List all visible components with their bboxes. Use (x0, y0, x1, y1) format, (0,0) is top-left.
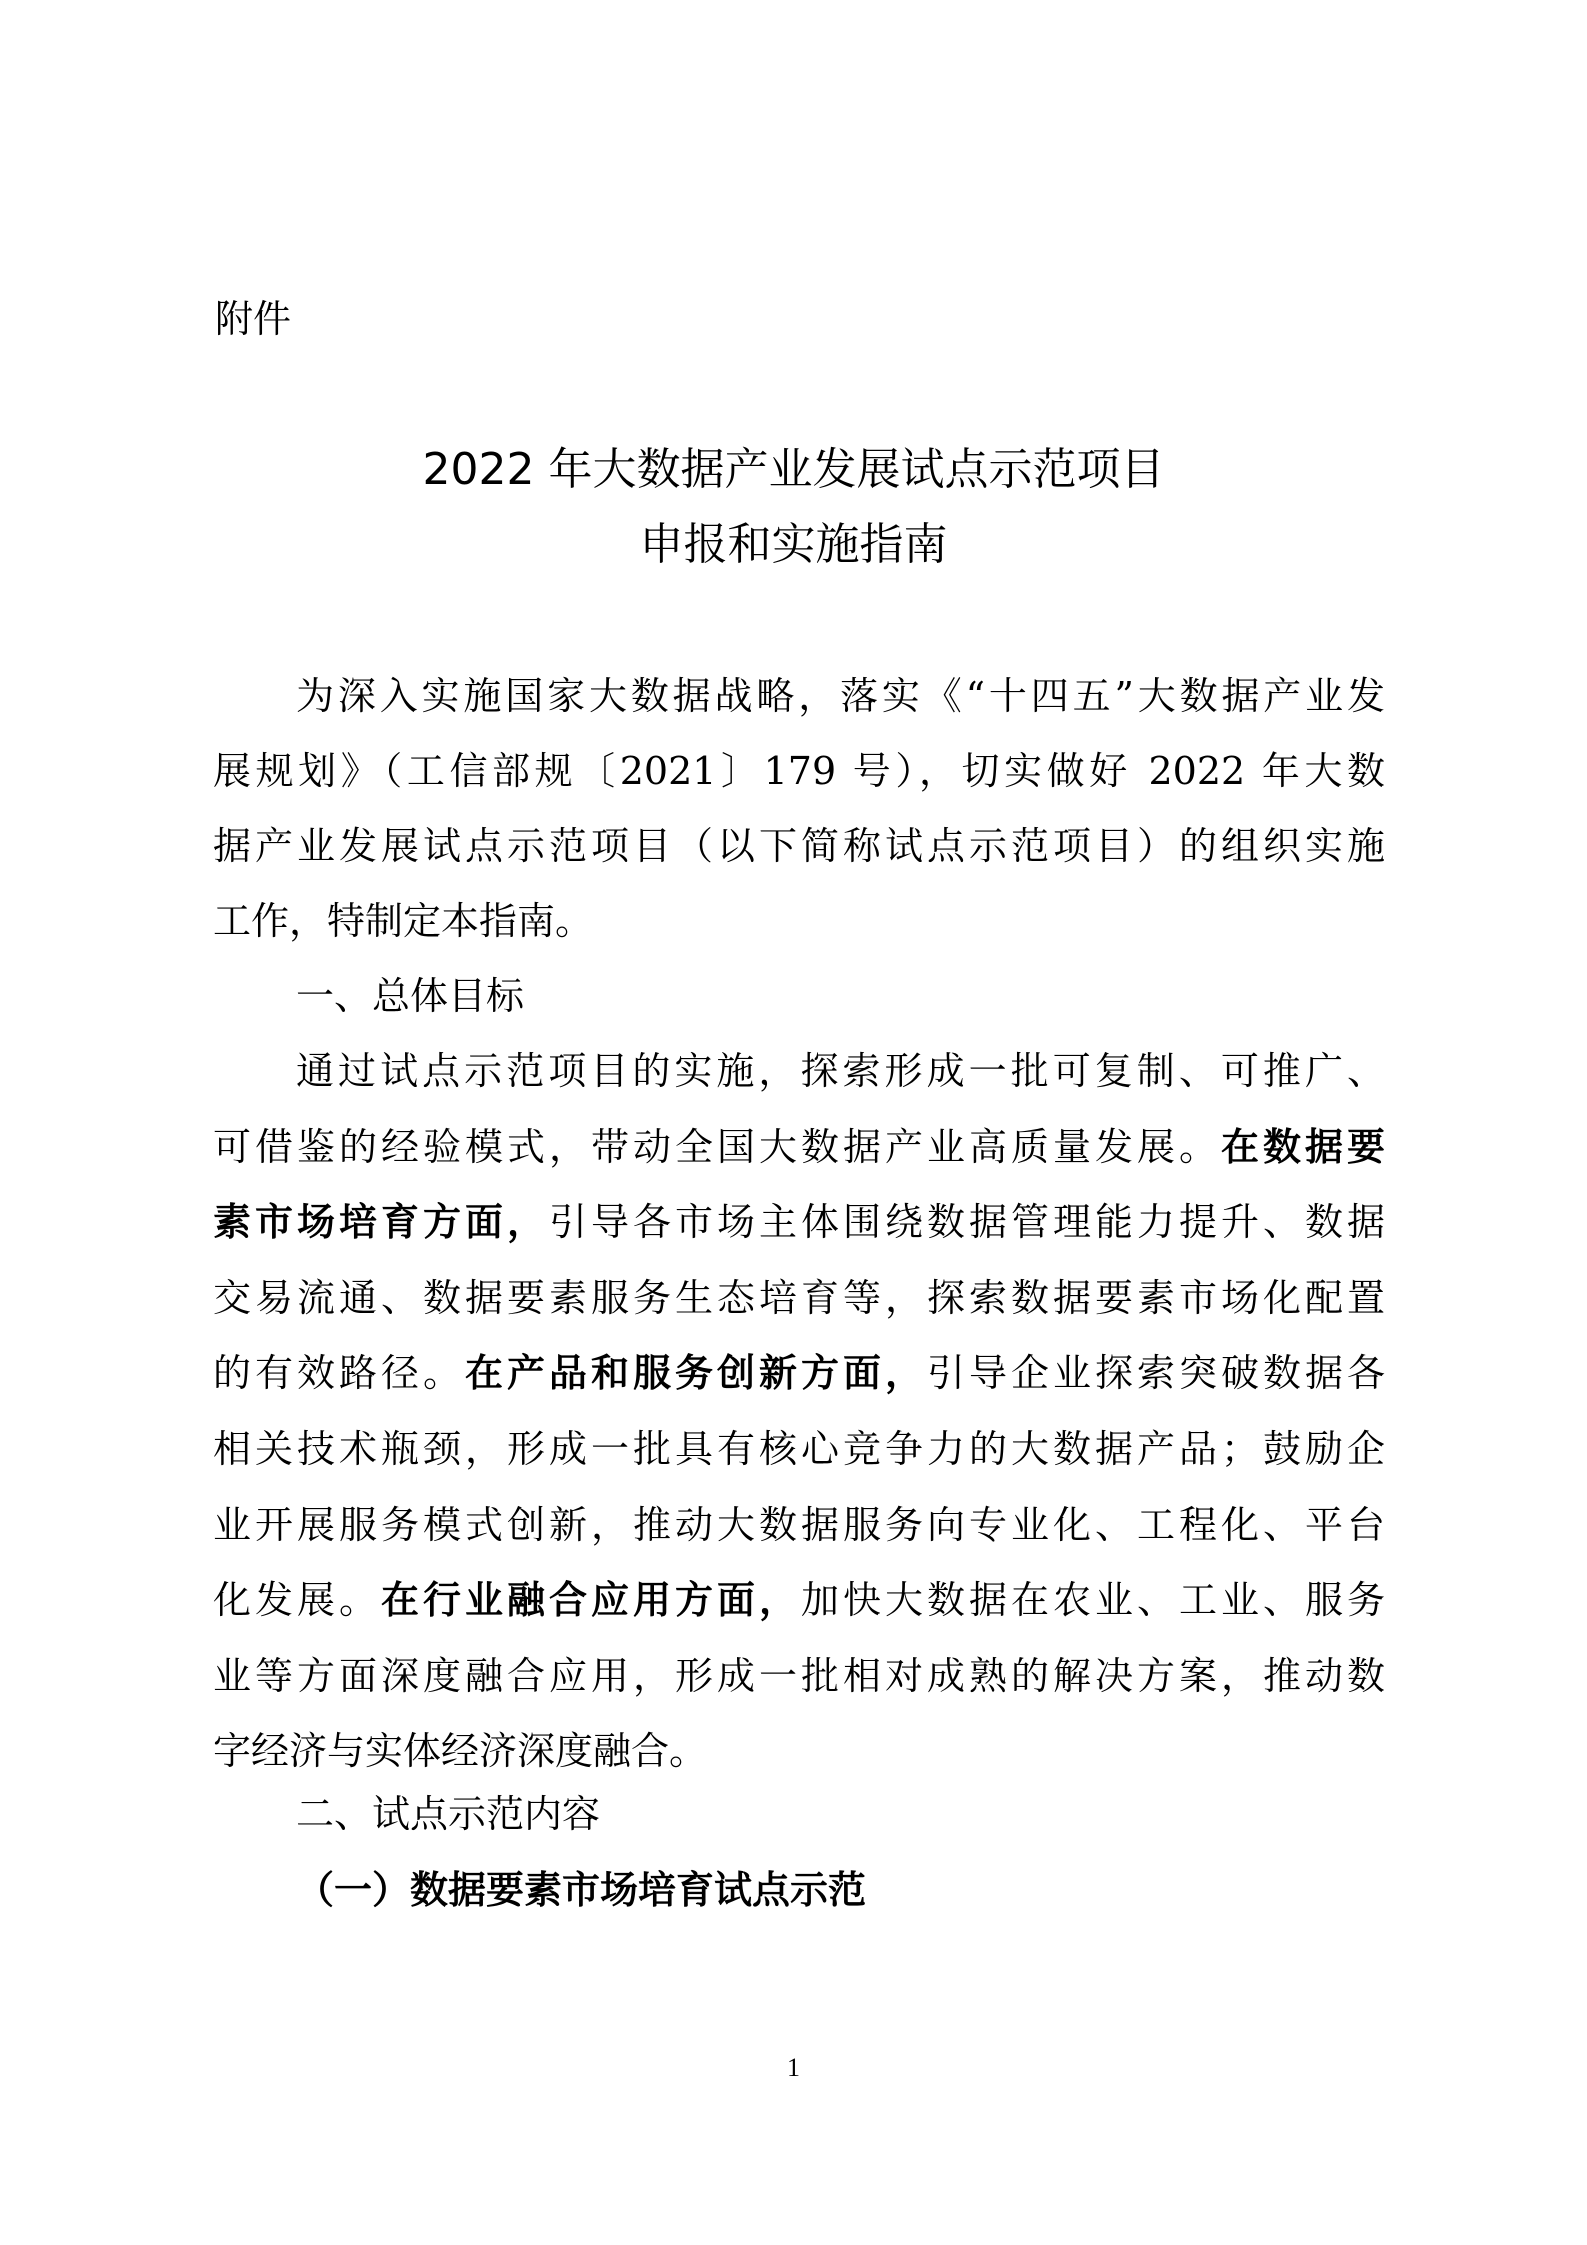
body-text: 相关技术瓶颈，形成一批具有核心竞争力的大数据产品；鼓励企 (213, 1427, 1385, 1471)
paragraph-line (213, 1576, 1385, 1624)
paragraph-line (213, 1123, 1385, 1171)
body-text: 引导企业探索突破数据各 (926, 1351, 1385, 1395)
emphasis-text: 在数据要 (1220, 1125, 1385, 1169)
body-text: 加快大数据在农业、工业、服务 (800, 1578, 1385, 1622)
document-title-line-2: 申报和实施指南 (639, 519, 948, 570)
paragraph-line (296, 1047, 1385, 1095)
intro-line: 工作，特制定本指南。 (213, 899, 594, 943)
emphasis-text: 素市场培育方面， (213, 1200, 549, 1244)
paragraph-line (213, 1349, 1385, 1397)
paragraph-line (213, 1274, 1385, 1322)
body-text: 业等方面深度融合应用，形成一批相对成熟的解决方案，推动数 (213, 1654, 1385, 1698)
paragraph-line (213, 1198, 1385, 1246)
body-text: 交易流通、数据要素服务生态培育等，探索数据要素市场化配置 (213, 1276, 1385, 1320)
emphasis-text: 在行业融合应用方面， (381, 1578, 801, 1622)
intro-line: 为深入实施国家大数据战略，落实《“十四五”大数据产业发 (296, 674, 1385, 718)
intro-line: 展规划》（工信部规〔2021〕179 号），切实做好 2022 年大数 (213, 749, 1385, 793)
paragraph-line (213, 1425, 1385, 1473)
body-text: 化发展。 (213, 1578, 381, 1622)
attachment-label: 附件 (215, 297, 292, 341)
paragraph-line (213, 1501, 1385, 1549)
body-text: 业开展服务模式创新，推动大数据服务向专业化、工程化、平台 (213, 1503, 1385, 1547)
intro-line: 据产业发展试点示范项目（以下简称试点示范项目）的组织实施 (213, 824, 1385, 868)
body-text: 引导各市场主体围绕数据管理能力提升、数据 (549, 1200, 1385, 1244)
subsection-heading-data-market: （一）数据要素市场培育试点示范 (296, 1867, 867, 1912)
emphasis-text: 在产品和服务创新方面， (465, 1351, 927, 1395)
body-text: 可借鉴的经验模式，带动全国大数据产业高质量发展。 (213, 1125, 1221, 1169)
body-text: 字经济与实体经济深度融合。 (213, 1729, 708, 1773)
body-text: 的有效路径。 (213, 1351, 465, 1395)
page-number: 1 (787, 2053, 800, 2082)
section-heading-overall-goal: 一、总体目标 (296, 974, 525, 1018)
paragraph-line (213, 1652, 1385, 1700)
section-heading-pilot-content: 二、试点示范内容 (296, 1792, 601, 1836)
paragraph-line (213, 1727, 1385, 1775)
document-title-line-1: 2022 年大数据产业发展试点示范项目 (422, 444, 1165, 495)
body-text: 通过试点示范项目的实施，探索形成一批可复制、可推广、 (296, 1049, 1385, 1093)
